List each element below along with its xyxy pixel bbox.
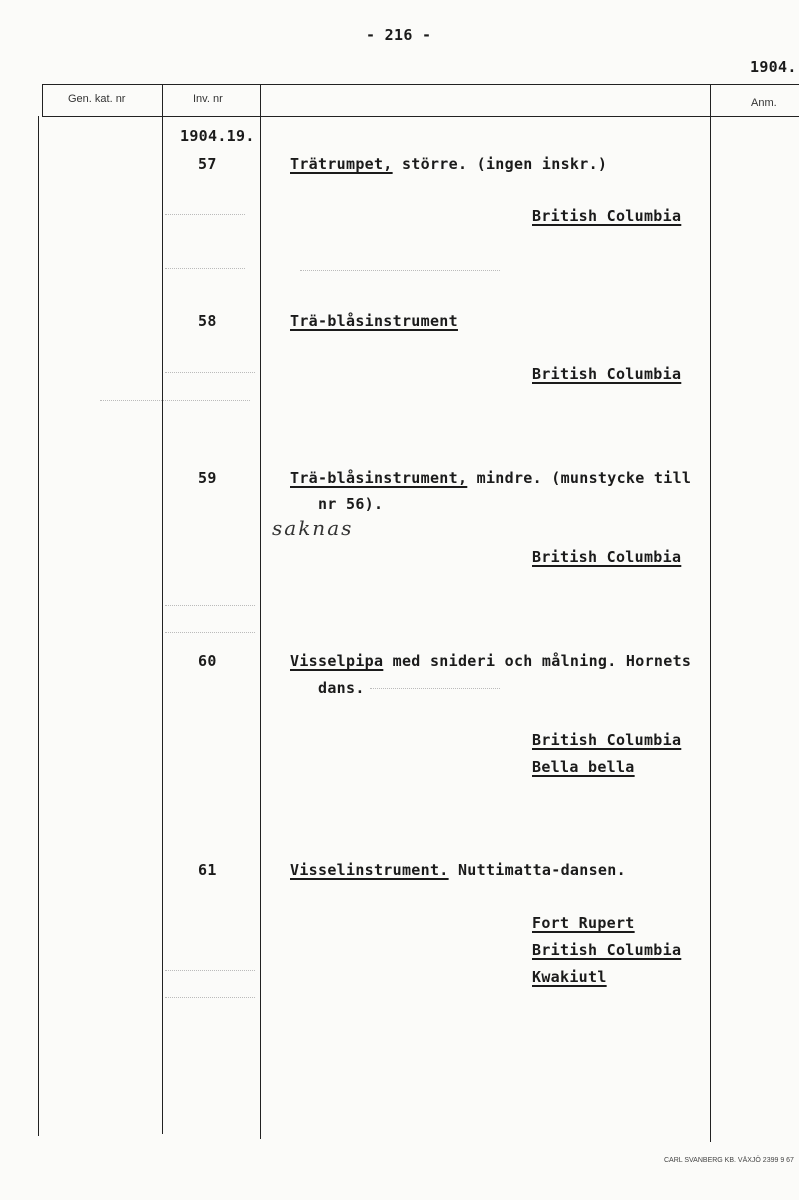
year-prefix: 1904.19.	[180, 127, 255, 145]
column-divider-inv	[260, 84, 261, 1139]
scan-speckle	[370, 688, 500, 689]
inv-number: 61	[198, 861, 217, 879]
entry-continuation: nr 56).	[318, 495, 384, 513]
entry-description: mindre. (munstycke till	[467, 469, 692, 487]
entry-title: Trätrumpet,	[290, 155, 393, 173]
entry-text	[290, 312, 458, 330]
inv-number: 60	[198, 652, 217, 670]
entry-text	[290, 861, 626, 879]
place-label: Kwakiutl	[532, 968, 607, 986]
printer-footer: CARL SVANBERG KB. VÄXJÖ 2399 9 67	[664, 1157, 794, 1164]
year-corner: 1904.	[750, 58, 797, 76]
entry-text	[290, 155, 607, 173]
place-label: British Columbia	[532, 548, 682, 566]
scan-speckle	[165, 372, 255, 373]
entry-title: Visselinstrument.	[290, 861, 449, 879]
header-bottom-rule	[42, 116, 799, 117]
column-header-gen-kat: Gen. kat. nr	[68, 93, 126, 105]
header-top-rule	[42, 84, 799, 85]
column-divider-gen	[162, 84, 163, 1134]
entry-text	[290, 652, 691, 670]
scan-speckle	[300, 270, 500, 271]
column-divider-anm	[710, 84, 711, 1142]
inv-number: 58	[198, 312, 217, 330]
inv-number: 57	[198, 155, 217, 173]
place-label: Bella bella	[532, 758, 635, 776]
place-label: British Columbia	[532, 365, 682, 383]
left-edge-rule	[38, 116, 39, 1136]
entry-description: med snideri och målning. Hornets	[383, 652, 692, 670]
place-label: British Columbia	[532, 941, 682, 959]
page-number: - 216 -	[366, 26, 432, 44]
column-header-inv: Inv. nr	[193, 93, 223, 105]
scan-speckle	[165, 970, 255, 971]
scan-speckle	[165, 605, 255, 606]
scan-speckle	[165, 214, 245, 215]
left-margin-rule	[42, 84, 43, 117]
scan-speckle	[100, 400, 250, 401]
inv-number: 59	[198, 469, 217, 487]
place-label: British Columbia	[532, 731, 682, 749]
entry-description: större. (ingen inskr.)	[392, 155, 608, 173]
scan-speckle	[165, 632, 255, 633]
entry-text	[290, 469, 691, 487]
place-label: British Columbia	[532, 207, 682, 225]
entry-description: Nuttimatta-dansen.	[448, 861, 626, 879]
place-label: Fort Rupert	[532, 914, 635, 932]
column-header-anm: Anm.	[751, 97, 777, 109]
entry-title: Visselpipa	[290, 652, 384, 670]
handwritten-note: saknas	[272, 516, 354, 540]
scan-speckle	[165, 997, 255, 998]
entry-title: Trä-blåsinstrument,	[290, 469, 468, 487]
entry-continuation: dans.	[318, 679, 365, 697]
scan-speckle	[165, 268, 245, 269]
entry-title: Trä-blåsinstrument	[290, 312, 458, 330]
